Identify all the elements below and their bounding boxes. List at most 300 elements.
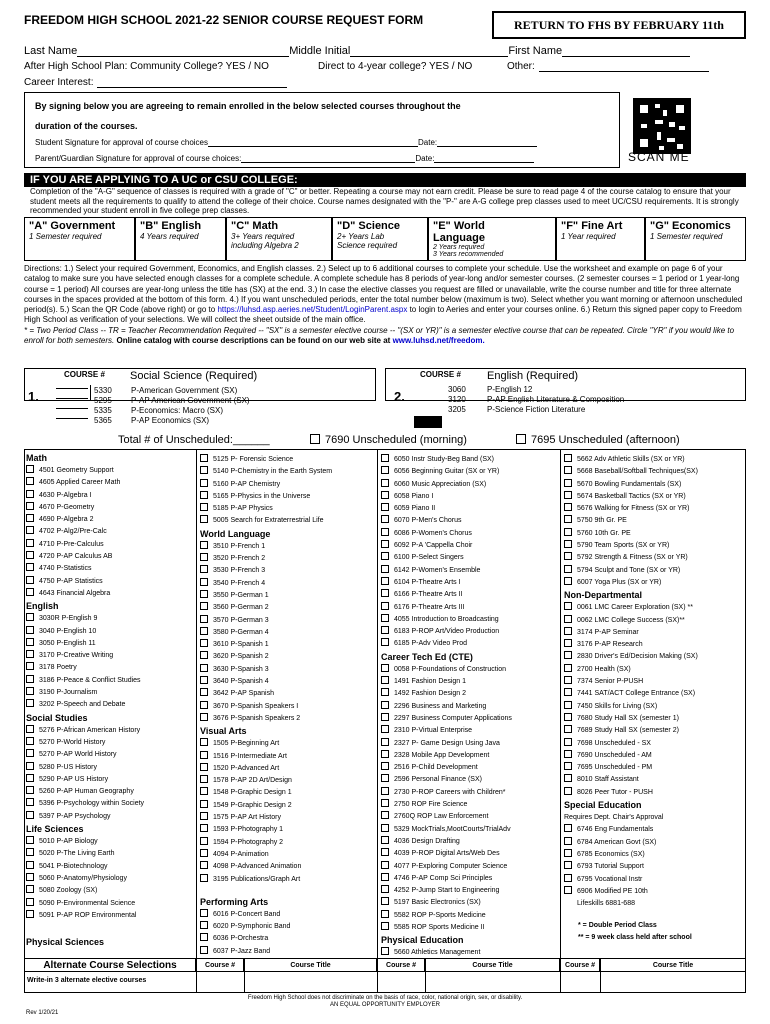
- course-item[interactable]: [200, 909, 375, 921]
- course-item[interactable]: [381, 626, 559, 638]
- course-checkbox[interactable]: [26, 774, 34, 782]
- course-item[interactable]: [26, 576, 194, 588]
- course-checkbox[interactable]: [381, 910, 389, 918]
- course-checkbox[interactable]: [26, 885, 34, 893]
- course-checkbox[interactable]: [26, 626, 34, 634]
- course-item[interactable]: [200, 933, 375, 945]
- course-checkbox[interactable]: [26, 749, 34, 757]
- course-item[interactable]: [381, 540, 559, 552]
- course-checkbox[interactable]: [381, 762, 389, 770]
- course-item[interactable]: [26, 811, 194, 823]
- course-checkbox[interactable]: [381, 836, 389, 844]
- course-checkbox[interactable]: [200, 933, 208, 941]
- course-checkbox[interactable]: [26, 514, 34, 522]
- course-item[interactable]: [381, 713, 559, 725]
- course-item[interactable]: [381, 602, 559, 614]
- course-item[interactable]: [26, 675, 194, 687]
- course-checkbox[interactable]: [564, 651, 572, 659]
- course-item[interactable]: [381, 861, 559, 873]
- course-item[interactable]: [200, 701, 375, 713]
- course-checkbox[interactable]: [200, 849, 208, 857]
- course-checkbox[interactable]: [381, 602, 389, 610]
- course-item[interactable]: [200, 615, 375, 627]
- course-checkbox[interactable]: [564, 577, 572, 585]
- course-checkbox[interactable]: [381, 725, 389, 733]
- course-item[interactable]: [200, 800, 375, 812]
- course-item[interactable]: [564, 762, 744, 774]
- course-item[interactable]: [381, 688, 559, 700]
- course-item[interactable]: [26, 699, 194, 711]
- course-checkbox[interactable]: [381, 515, 389, 523]
- course-item[interactable]: [381, 676, 559, 688]
- course-item[interactable]: [564, 627, 744, 639]
- course-item[interactable]: [564, 540, 744, 552]
- course-item[interactable]: [200, 515, 375, 527]
- course-checkbox[interactable]: [26, 873, 34, 881]
- course-item[interactable]: [200, 466, 375, 478]
- course-checkbox[interactable]: [200, 688, 208, 696]
- course-checkbox[interactable]: [200, 466, 208, 474]
- course-checkbox[interactable]: [26, 687, 34, 695]
- course-item[interactable]: [200, 553, 375, 565]
- ss-course[interactable]: P-AP American Government (SX): [131, 396, 250, 405]
- course-item[interactable]: [200, 565, 375, 577]
- course-item[interactable]: [564, 577, 744, 589]
- course-item[interactable]: [200, 651, 375, 663]
- course-item[interactable]: [26, 798, 194, 810]
- course-item[interactable]: [200, 824, 375, 836]
- course-item[interactable]: [200, 454, 375, 466]
- course-item[interactable]: [381, 725, 559, 737]
- middle-initial-field[interactable]: [350, 56, 508, 57]
- course-checkbox[interactable]: [381, 503, 389, 511]
- course-checkbox[interactable]: [564, 602, 572, 610]
- course-checkbox[interactable]: [381, 922, 389, 930]
- course-item[interactable]: [381, 836, 559, 848]
- course-checkbox[interactable]: [200, 701, 208, 709]
- course-item[interactable]: [381, 774, 559, 786]
- course-checkbox[interactable]: [200, 515, 208, 523]
- course-item[interactable]: [381, 515, 559, 527]
- course-checkbox[interactable]: [381, 664, 389, 672]
- course-checkbox[interactable]: [564, 849, 572, 857]
- course-item[interactable]: [564, 750, 744, 762]
- course-item[interactable]: [200, 590, 375, 602]
- course-checkbox[interactable]: [564, 552, 572, 560]
- course-checkbox[interactable]: [564, 466, 572, 474]
- course-checkbox[interactable]: [564, 454, 572, 462]
- course-item[interactable]: [564, 466, 744, 478]
- course-checkbox[interactable]: [26, 725, 34, 733]
- course-checkbox[interactable]: [381, 848, 389, 856]
- course-checkbox[interactable]: [200, 751, 208, 759]
- course-checkbox[interactable]: [200, 874, 208, 882]
- course-item[interactable]: [26, 737, 194, 749]
- course-item[interactable]: [200, 491, 375, 503]
- course-item[interactable]: [564, 515, 744, 527]
- course-item[interactable]: [564, 676, 744, 688]
- course-checkbox[interactable]: [564, 787, 572, 795]
- course-item[interactable]: [381, 552, 559, 564]
- course-checkbox[interactable]: [564, 713, 572, 721]
- course-item[interactable]: [564, 824, 744, 836]
- course-checkbox[interactable]: [381, 701, 389, 709]
- course-checkbox[interactable]: [26, 699, 34, 707]
- course-item[interactable]: [381, 873, 559, 885]
- course-checkbox[interactable]: [26, 848, 34, 856]
- course-item[interactable]: [381, 614, 559, 626]
- unscheduled-morning[interactable]: [310, 434, 467, 446]
- course-item[interactable]: [26, 502, 194, 514]
- course-checkbox[interactable]: [26, 613, 34, 621]
- course-checkbox[interactable]: [26, 502, 34, 510]
- course-checkbox[interactable]: [564, 664, 572, 672]
- course-checkbox[interactable]: [381, 589, 389, 597]
- course-checkbox[interactable]: [26, 662, 34, 670]
- course-checkbox[interactable]: [26, 861, 34, 869]
- course-item[interactable]: [381, 750, 559, 762]
- course-checkbox[interactable]: [381, 688, 389, 696]
- course-item[interactable]: [564, 503, 744, 515]
- course-item[interactable]: [564, 565, 744, 577]
- course-item[interactable]: [564, 725, 744, 737]
- course-checkbox[interactable]: [564, 515, 572, 523]
- course-item[interactable]: [200, 503, 375, 515]
- course-checkbox[interactable]: [200, 503, 208, 511]
- course-item[interactable]: [26, 465, 194, 477]
- course-checkbox[interactable]: [26, 551, 34, 559]
- eng-course[interactable]: P-Science Fiction Literature: [487, 405, 586, 414]
- course-item[interactable]: [26, 910, 194, 922]
- course-checkbox[interactable]: [200, 578, 208, 586]
- course-checkbox[interactable]: [564, 479, 572, 487]
- course-checkbox[interactable]: [200, 651, 208, 659]
- qr-code[interactable]: [633, 98, 691, 154]
- course-checkbox[interactable]: [200, 837, 208, 845]
- course-item[interactable]: [564, 738, 744, 750]
- course-checkbox[interactable]: [200, 909, 208, 917]
- course-checkbox[interactable]: [200, 946, 208, 954]
- course-checkbox[interactable]: [564, 540, 572, 548]
- course-item[interactable]: [200, 946, 375, 958]
- course-item[interactable]: [200, 541, 375, 553]
- course-item[interactable]: [381, 638, 559, 650]
- course-item[interactable]: [26, 490, 194, 502]
- course-checkbox[interactable]: [200, 664, 208, 672]
- course-checkbox[interactable]: [381, 565, 389, 573]
- course-checkbox[interactable]: [381, 713, 389, 721]
- course-checkbox[interactable]: [381, 479, 389, 487]
- course-item[interactable]: [564, 552, 744, 564]
- other-field[interactable]: [539, 71, 709, 72]
- course-item[interactable]: [200, 861, 375, 873]
- course-checkbox[interactable]: [200, 921, 208, 929]
- course-item[interactable]: [26, 613, 194, 625]
- course-item[interactable]: [200, 738, 375, 750]
- course-checkbox[interactable]: [564, 688, 572, 696]
- course-checkbox[interactable]: [26, 762, 34, 770]
- student-signature-field[interactable]: [208, 146, 418, 147]
- course-checkbox[interactable]: [26, 650, 34, 658]
- course-checkbox[interactable]: [200, 479, 208, 487]
- course-item[interactable]: [26, 848, 194, 860]
- course-checkbox[interactable]: [200, 763, 208, 771]
- course-item[interactable]: [26, 477, 194, 489]
- course-item[interactable]: [381, 738, 559, 750]
- course-checkbox[interactable]: [200, 565, 208, 573]
- course-checkbox[interactable]: [200, 738, 208, 746]
- course-checkbox[interactable]: [381, 540, 389, 548]
- course-checkbox[interactable]: [381, 626, 389, 634]
- course-checkbox[interactable]: [200, 553, 208, 561]
- course-item[interactable]: [26, 836, 194, 848]
- course-item[interactable]: [200, 688, 375, 700]
- course-item[interactable]: [564, 651, 744, 663]
- course-item[interactable]: [200, 664, 375, 676]
- course-item[interactable]: [26, 762, 194, 774]
- unscheduled-afternoon[interactable]: [516, 434, 680, 446]
- course-item[interactable]: [200, 763, 375, 775]
- course-item[interactable]: [381, 466, 559, 478]
- course-checkbox[interactable]: [200, 676, 208, 684]
- course-item[interactable]: [200, 751, 375, 763]
- course-checkbox[interactable]: [381, 454, 389, 462]
- course-item[interactable]: [200, 775, 375, 787]
- aeries-link[interactable]: https://luhsd.asp.aeries.net/Student/LoginParent.aspx: [217, 305, 408, 315]
- course-checkbox[interactable]: [200, 590, 208, 598]
- course-item[interactable]: [26, 725, 194, 737]
- course-item[interactable]: [381, 811, 559, 823]
- course-checkbox[interactable]: [564, 824, 572, 832]
- career-field[interactable]: [97, 87, 287, 88]
- first-name-field[interactable]: [562, 56, 690, 57]
- course-checkbox[interactable]: [381, 787, 389, 795]
- course-item[interactable]: [564, 688, 744, 700]
- course-item[interactable]: [381, 897, 559, 909]
- course-item[interactable]: [381, 589, 559, 601]
- course-item[interactable]: [381, 479, 559, 491]
- student-date-field[interactable]: [437, 146, 537, 147]
- course-item[interactable]: [26, 861, 194, 873]
- course-item[interactable]: [564, 774, 744, 786]
- course-checkbox[interactable]: [381, 861, 389, 869]
- course-checkbox[interactable]: [200, 713, 208, 721]
- course-checkbox[interactable]: [381, 491, 389, 499]
- course-checkbox[interactable]: [564, 676, 572, 684]
- last-name-field[interactable]: [77, 56, 289, 57]
- course-item[interactable]: [26, 563, 194, 575]
- course-checkbox[interactable]: [200, 491, 208, 499]
- course-checkbox[interactable]: [200, 639, 208, 647]
- course-item[interactable]: [200, 479, 375, 491]
- course-checkbox[interactable]: [564, 627, 572, 635]
- course-item[interactable]: [200, 713, 375, 725]
- course-checkbox[interactable]: [564, 738, 572, 746]
- course-checkbox[interactable]: [381, 885, 389, 893]
- course-checkbox[interactable]: [564, 861, 572, 869]
- course-item[interactable]: [200, 849, 375, 861]
- course-item[interactable]: [564, 602, 744, 614]
- course-checkbox[interactable]: [381, 824, 389, 832]
- afternoon-checkbox[interactable]: [516, 434, 526, 444]
- course-item[interactable]: [564, 491, 744, 503]
- course-checkbox[interactable]: [26, 836, 34, 844]
- course-checkbox[interactable]: [381, 811, 389, 819]
- course-item[interactable]: [26, 650, 194, 662]
- course-item[interactable]: [381, 799, 559, 811]
- course-item[interactable]: [564, 713, 744, 725]
- course-checkbox[interactable]: [564, 503, 572, 511]
- course-item[interactable]: [381, 565, 559, 577]
- course-checkbox[interactable]: [564, 639, 572, 647]
- course-checkbox[interactable]: [564, 725, 572, 733]
- course-item[interactable]: [564, 479, 744, 491]
- course-item[interactable]: [26, 626, 194, 638]
- course-checkbox[interactable]: [200, 824, 208, 832]
- course-item[interactable]: [564, 701, 744, 713]
- morning-checkbox[interactable]: [310, 434, 320, 444]
- course-item[interactable]: [200, 787, 375, 799]
- course-item[interactable]: [564, 886, 744, 898]
- eng-course[interactable]: P-AP English Literature & Composition: [487, 395, 625, 404]
- course-checkbox[interactable]: [381, 750, 389, 758]
- course-checkbox[interactable]: [564, 874, 572, 882]
- course-item[interactable]: [26, 526, 194, 538]
- course-item[interactable]: [26, 638, 194, 650]
- course-checkbox[interactable]: [564, 491, 572, 499]
- course-checkbox[interactable]: [200, 541, 208, 549]
- course-item[interactable]: [26, 873, 194, 885]
- course-item[interactable]: [26, 514, 194, 526]
- course-item[interactable]: [200, 602, 375, 614]
- course-item[interactable]: [26, 662, 194, 674]
- course-item[interactable]: [564, 874, 744, 886]
- course-item[interactable]: [381, 701, 559, 713]
- course-checkbox[interactable]: [26, 563, 34, 571]
- course-item[interactable]: [564, 615, 744, 627]
- course-item[interactable]: [381, 787, 559, 799]
- course-checkbox[interactable]: [26, 526, 34, 534]
- course-item[interactable]: [564, 837, 744, 849]
- course-item[interactable]: [381, 577, 559, 589]
- course-checkbox[interactable]: [381, 676, 389, 684]
- course-checkbox[interactable]: [26, 910, 34, 918]
- course-checkbox[interactable]: [564, 615, 572, 623]
- course-item[interactable]: [381, 664, 559, 676]
- course-item[interactable]: [26, 539, 194, 551]
- course-checkbox[interactable]: [26, 477, 34, 485]
- course-checkbox[interactable]: [26, 737, 34, 745]
- course-checkbox[interactable]: [564, 774, 572, 782]
- course-checkbox[interactable]: [564, 528, 572, 536]
- course-item[interactable]: [564, 639, 744, 651]
- course-checkbox[interactable]: [26, 638, 34, 646]
- course-item[interactable]: [26, 687, 194, 699]
- course-checkbox[interactable]: [26, 898, 34, 906]
- course-checkbox[interactable]: [26, 811, 34, 819]
- course-item[interactable]: [200, 921, 375, 933]
- parent-date-field[interactable]: [434, 162, 534, 163]
- course-checkbox[interactable]: [381, 774, 389, 782]
- course-checkbox[interactable]: [200, 775, 208, 783]
- course-item[interactable]: [381, 910, 559, 922]
- course-checkbox[interactable]: [564, 762, 572, 770]
- course-checkbox[interactable]: [381, 577, 389, 585]
- course-item[interactable]: [200, 676, 375, 688]
- course-checkbox[interactable]: [381, 947, 389, 955]
- course-checkbox[interactable]: [200, 615, 208, 623]
- course-item[interactable]: [381, 503, 559, 515]
- course-checkbox[interactable]: [200, 861, 208, 869]
- course-item[interactable]: [381, 762, 559, 774]
- course-checkbox[interactable]: [381, 466, 389, 474]
- course-item[interactable]: [200, 639, 375, 651]
- course-checkbox[interactable]: [381, 552, 389, 560]
- course-checkbox[interactable]: [26, 539, 34, 547]
- course-checkbox[interactable]: [26, 798, 34, 806]
- course-item[interactable]: [381, 454, 559, 466]
- course-checkbox[interactable]: [564, 837, 572, 845]
- course-item[interactable]: [200, 837, 375, 849]
- course-item[interactable]: [381, 824, 559, 836]
- course-checkbox[interactable]: [381, 897, 389, 905]
- course-checkbox[interactable]: [381, 638, 389, 646]
- course-item[interactable]: [26, 551, 194, 563]
- course-checkbox[interactable]: [564, 886, 572, 894]
- course-checkbox[interactable]: [200, 602, 208, 610]
- course-item[interactable]: [381, 491, 559, 503]
- course-checkbox[interactable]: [200, 812, 208, 820]
- course-checkbox[interactable]: [200, 454, 208, 462]
- course-checkbox[interactable]: [200, 800, 208, 808]
- parent-signature-field[interactable]: [241, 162, 415, 163]
- course-checkbox[interactable]: [564, 565, 572, 573]
- course-item[interactable]: [200, 812, 375, 824]
- course-item[interactable]: [26, 885, 194, 897]
- course-item[interactable]: [564, 528, 744, 540]
- course-item[interactable]: [381, 528, 559, 540]
- course-checkbox[interactable]: [26, 675, 34, 683]
- course-checkbox[interactable]: [564, 701, 572, 709]
- eng-course[interactable]: P-English 12: [487, 385, 533, 394]
- course-item[interactable]: [381, 885, 559, 897]
- course-checkbox[interactable]: [26, 786, 34, 794]
- course-checkbox[interactable]: [381, 614, 389, 622]
- course-checkbox[interactable]: [200, 627, 208, 635]
- course-item[interactable]: [564, 454, 744, 466]
- course-item[interactable]: [381, 848, 559, 860]
- course-item[interactable]: [200, 874, 375, 886]
- course-item[interactable]: [564, 861, 744, 873]
- course-checkbox[interactable]: [26, 576, 34, 584]
- course-checkbox[interactable]: [26, 490, 34, 498]
- course-item[interactable]: [26, 749, 194, 761]
- website-link[interactable]: www.luhsd.net/freedom.: [392, 336, 485, 346]
- course-item[interactable]: [200, 578, 375, 590]
- course-checkbox[interactable]: [381, 799, 389, 807]
- course-item[interactable]: [564, 849, 744, 861]
- course-item[interactable]: [564, 787, 744, 799]
- course-item[interactable]: [26, 588, 194, 600]
- course-checkbox[interactable]: [381, 528, 389, 536]
- course-item[interactable]: [26, 898, 194, 910]
- course-checkbox[interactable]: [26, 465, 34, 473]
- ss-course[interactable]: P-American Government (SX): [131, 386, 238, 395]
- course-item[interactable]: [381, 922, 559, 934]
- course-checkbox[interactable]: [381, 738, 389, 746]
- course-item[interactable]: [200, 627, 375, 639]
- ss-course[interactable]: P-AP Economics (SX): [131, 416, 210, 425]
